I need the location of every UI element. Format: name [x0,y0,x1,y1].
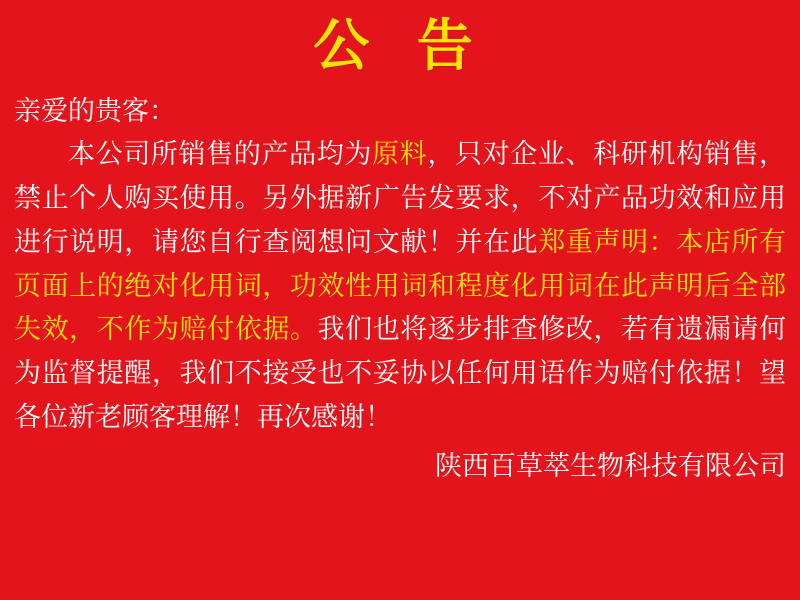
announcement-body [0,78,800,440]
salutation-line: 亲爱的贵客： [14,95,176,127]
company-signature: 陕西百草萃生物科技有限公司 [435,451,786,483]
paragraph-segment-2: ，只对企业、科研机构销售，禁止个人购买使用。另外据新广告发要求，不对产品功效和应用进行说明，请您自行查阅想问文献！并在此 [14,139,787,258]
paragraph-segment-3: 我们也将逐步排查修改，若有遗漏请何为监督提醒，我们不接受也不妥协以任何用语作为赔付依据！望各位新老顾客理解！再次感谢！ [14,314,787,433]
announcement-paragraph [14,133,786,439]
highlight-solemn-declaration: 郑重声明：本店所有页面上的绝对化用词，功效性用词和程度化用词在此声明后全部失效，不作为赔付依据。 [14,226,787,346]
page-title: 公 告 [313,14,487,79]
paragraph-segment-1: 本公司所销售的产品均为 [68,139,373,171]
highlight-raw-material: 原料 [372,139,428,171]
